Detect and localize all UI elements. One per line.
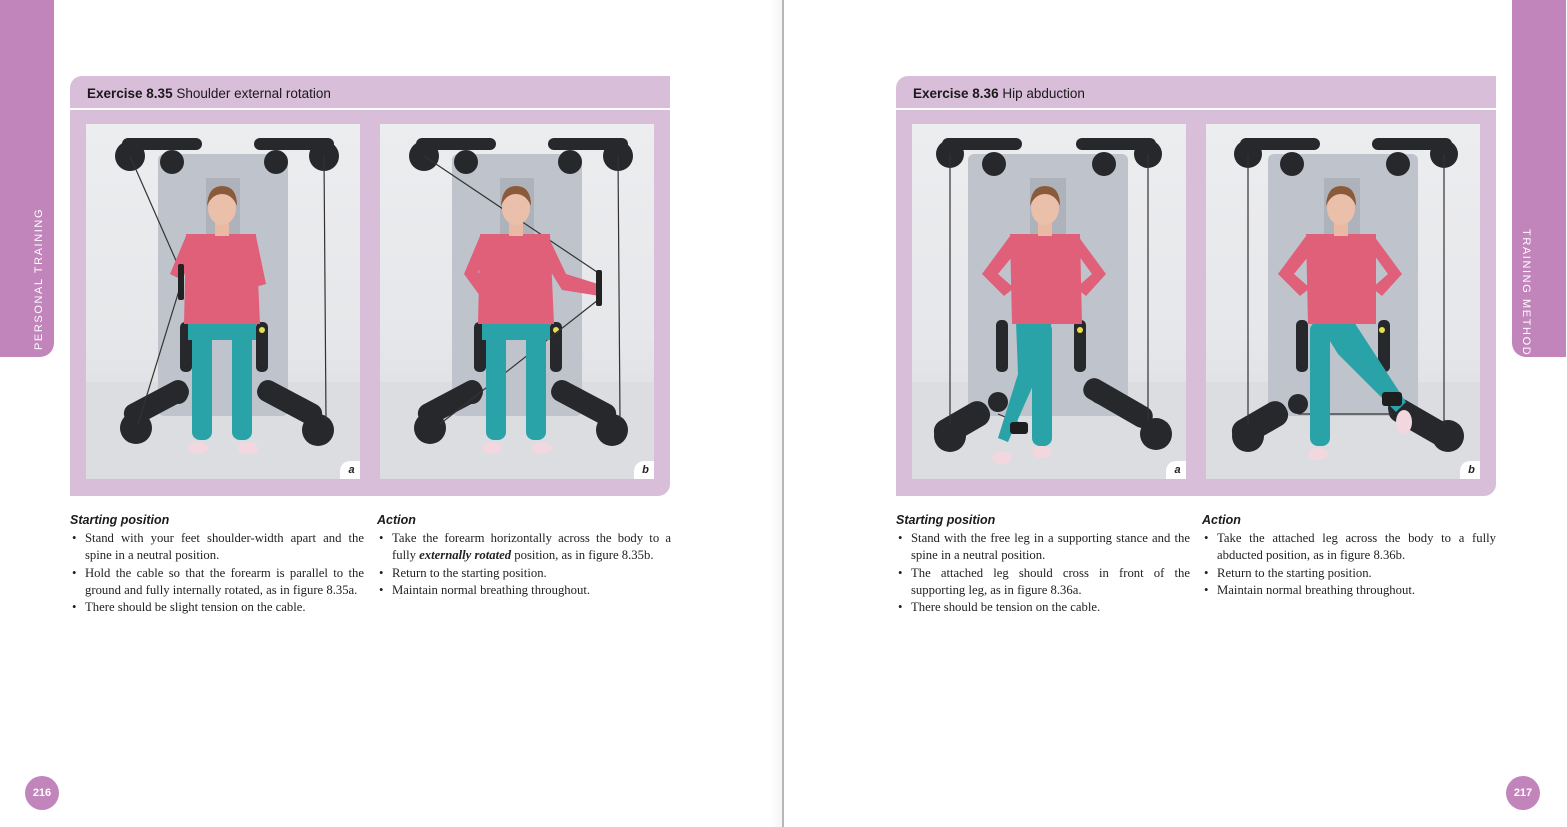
section-heading: Action (377, 513, 416, 527)
list-item: • Hold the cable so that the forearm is parallel to the ground and fully internally rotated, as in figure 8.35a. (70, 565, 364, 599)
starting-position-column (70, 512, 364, 616)
list-item: • Return to the starting position. (1202, 565, 1496, 582)
side-tab-label: TRAINING METHODS (1520, 229, 1532, 366)
list-item: • Stand with the free leg in a supporting stance and the spine in a neutral position. (896, 530, 1190, 564)
bullet-list (1202, 530, 1496, 599)
spine-shadow (770, 0, 782, 827)
exercise-title (87, 86, 331, 101)
list-item: • Maintain normal breathing throughout. (377, 582, 671, 599)
exercise-photo-b (380, 124, 654, 479)
photo-illustration (380, 124, 654, 479)
figure-label-a: a (1166, 461, 1186, 479)
text-run: position, as in figure 8.35b. (511, 548, 654, 563)
exercise-panel-8-36 (896, 76, 1496, 496)
exercise-header (70, 76, 670, 110)
figure-label-b: b (1460, 461, 1480, 479)
bullet-list (896, 530, 1190, 616)
list-item: • Maintain normal breathing throughout. (1202, 582, 1496, 599)
photo-illustration (86, 124, 360, 479)
list-item: • The attached leg should cross in front of the supporting leg, as in figure 8.36a. (896, 565, 1190, 599)
emphasis-text: externally rotated (419, 548, 512, 563)
list-item: • There should be tension on the cable. (896, 599, 1190, 616)
action-column (1202, 512, 1496, 599)
section-heading: Action (1202, 513, 1241, 527)
bullet-list (377, 530, 671, 599)
photo-illustration (1206, 124, 1480, 479)
side-tab-label: PERSONAL TRAINING (33, 207, 45, 350)
list-item: • Return to the starting position. (377, 565, 671, 582)
exercise-number: Exercise 8.35 (87, 86, 173, 101)
page-number-left: 216 (25, 776, 59, 810)
list-item (377, 530, 671, 564)
exercise-name: Shoulder external rotation (176, 86, 331, 101)
text-run: Take the forearm horizontally across the body to a fully (392, 531, 671, 563)
exercise-number: Exercise 8.36 (913, 86, 999, 101)
exercise-title (913, 86, 1085, 101)
starting-position-column (896, 512, 1190, 616)
exercise-header (896, 76, 1496, 110)
exercise-name: Hip abduction (1002, 86, 1085, 101)
exercise-panel-8-35 (70, 76, 670, 496)
side-tab-right (1512, 0, 1566, 366)
exercise-photo-a (86, 124, 360, 479)
section-heading: Starting position (70, 513, 170, 527)
list-item: • Stand with your feet shoulder-width apart and the spine in a neutral position. (70, 530, 364, 564)
section-heading: Starting position (896, 513, 996, 527)
exercise-photo-a (912, 124, 1186, 479)
figure-label-b: b (634, 461, 654, 479)
figure-label-a: a (340, 461, 360, 479)
list-item: • There should be slight tension on the cable. (70, 599, 364, 616)
exercise-photo-b (1206, 124, 1480, 479)
side-tab-left (0, 0, 54, 357)
page-number-right: 217 (1506, 776, 1540, 810)
list-item: • Take the attached leg across the body to a fully abducted position, as in figure 8.36b. (1202, 530, 1496, 564)
bullet-list (70, 530, 364, 616)
book-spine (782, 0, 784, 827)
action-column (377, 512, 671, 599)
photo-illustration (912, 124, 1186, 479)
